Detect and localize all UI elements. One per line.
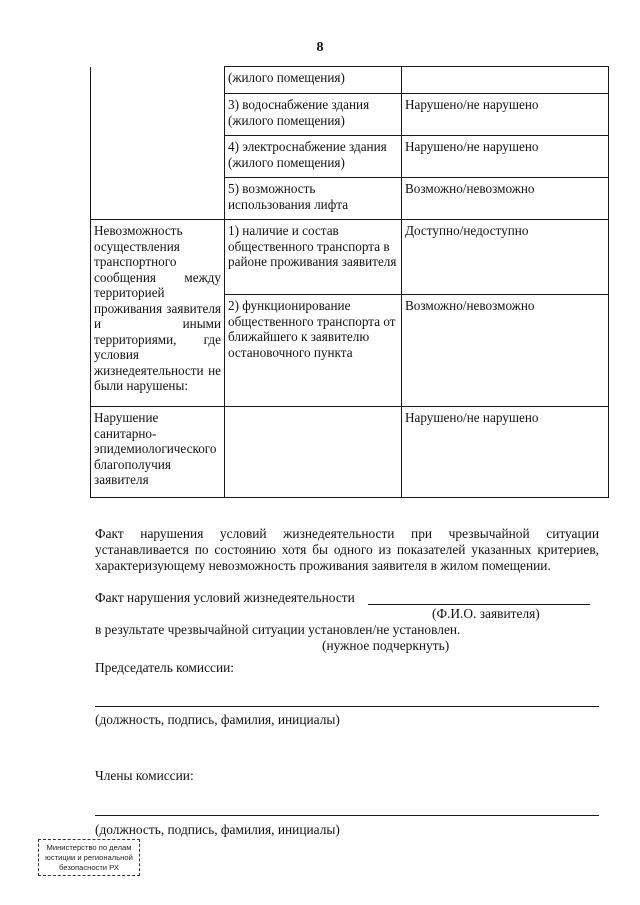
value-cell: Возможно/невозможно [402,178,609,220]
members-label: Члены комиссии: [95,768,194,783]
indicator-cell: 2) функционирование общественного транспорта от ближайшего к заявителю остановочного пункта [225,295,402,407]
value-cell: Нарушено/не нарушено [402,94,609,136]
table-row [91,94,609,136]
page-number: 8 [316,40,324,55]
stamp-line: Министерство по делам [46,843,132,852]
indicator-cell: 1) наличие и состав общественного транспорта в районе проживания заявителя [225,220,402,295]
criteria-table [90,66,609,498]
underline-hint: (нужное подчеркнуть) [322,638,450,653]
applicant-caption: (Ф.И.О. заявителя) [432,606,540,621]
value-cell: Доступно/недоступно [402,220,609,295]
criterion-cell: Невозможность осуществления транспортного сообщения между территорией проживания заявителя и иными территориями, где условия жизнедеятельности не были нарушены: [91,220,225,407]
criterion-cell [91,94,225,136]
chairman-signature-caption: (должность, подпись, фамилия, инициалы) [95,712,340,727]
table-row [91,407,609,498]
value-cell: Нарушено/не нарушено [402,136,609,178]
fact-line-label: Факт нарушения условий жизнедеятельности [95,590,355,605]
chairman-label: Председатель комиссии: [95,660,235,675]
criterion-cell [91,178,225,220]
value-cell: Нарушено/не нарушено [402,407,609,498]
indicator-cell: 5) возможность использования лифта [225,178,402,220]
criterion-cell [91,136,225,178]
chairman-signature-line[interactable] [95,706,599,707]
table-row [91,178,609,220]
indicator-cell: (жилого помещения) [225,67,402,94]
ministry-stamp [38,839,140,876]
criterion-cell [91,67,225,94]
indicator-cell: 3) водоснабжение здания (жилого помещения) [225,94,402,136]
members-signature-caption: (должность, подпись, фамилия, инициалы) [95,822,340,837]
indicator-cell: 4) электроснабжение здания (жилого помещения) [225,136,402,178]
table-row [91,67,609,94]
value-cell: Возможно/невозможно [402,295,609,407]
stamp-line: юстиции и региональной [45,853,133,862]
value-cell [402,67,609,94]
fact-paragraph: Факт нарушения условий жизнедеятельности при чрезвычайной ситуации устанавливается по состоянию хотя бы одного из показателей указанных критериев, характеризующему невозможность проживания заявителя в жилом помещении. [95,526,599,573]
applicant-name-field[interactable] [368,604,590,605]
table-row [91,136,609,178]
table-row [91,220,609,295]
stamp-line: безопасности РХ [59,863,119,872]
result-line: в результате чрезвычайной ситуации установлен/не установлен. [95,622,461,637]
indicator-cell [225,407,402,498]
members-signature-line[interactable] [95,815,599,816]
criterion-cell: Нарушение санитарно-эпидемиологического благополучия заявителя [91,407,225,498]
